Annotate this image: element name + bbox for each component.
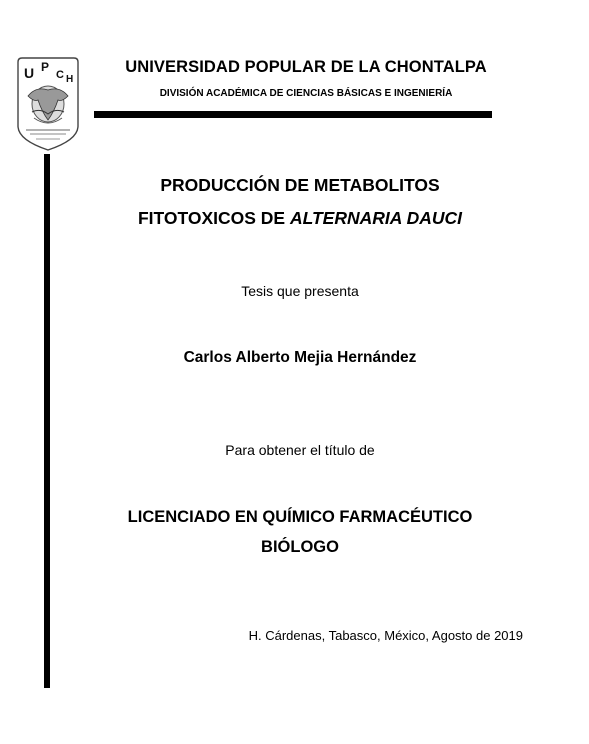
presented-by-text: Tesis que presenta <box>241 283 359 299</box>
header-divider <box>94 111 492 118</box>
thesis-title-line1: PRODUCCIÓN DE METABOLITOS <box>160 175 440 195</box>
side-divider <box>44 154 50 688</box>
svg-text:P: P <box>41 60 50 74</box>
svg-text:U: U <box>24 65 35 81</box>
to-obtain-text: Para obtener el título de <box>225 442 375 458</box>
thesis-title-prefix: FITOTOXICOS DE <box>137 208 290 228</box>
thesis-title-line2 <box>60 208 540 229</box>
degree-line2: BIÓLOGO <box>261 538 339 556</box>
degree-line1: LICENCIADO EN QUÍMICO FARMACÉUTICO <box>127 508 473 526</box>
university-name: UNIVERSIDAD POPULAR DE LA CHONTALPA <box>125 58 487 76</box>
division-name: DIVISIÓN ACADÉMICA DE CIENCIAS BÁSICAS E INGENIERÍA <box>159 88 453 99</box>
university-seal-logo <box>14 56 82 154</box>
author-name: Carlos Alberto Mejia Hernández <box>183 349 417 366</box>
species-name: ALTERNARIA DAUCI <box>289 208 463 228</box>
svg-text:C: C <box>56 69 64 81</box>
place-date-text: H. Cárdenas, Tabasco, México, Agosto de 2019 <box>248 628 523 643</box>
place-and-date <box>200 628 560 643</box>
svg-text:H: H <box>66 74 74 85</box>
